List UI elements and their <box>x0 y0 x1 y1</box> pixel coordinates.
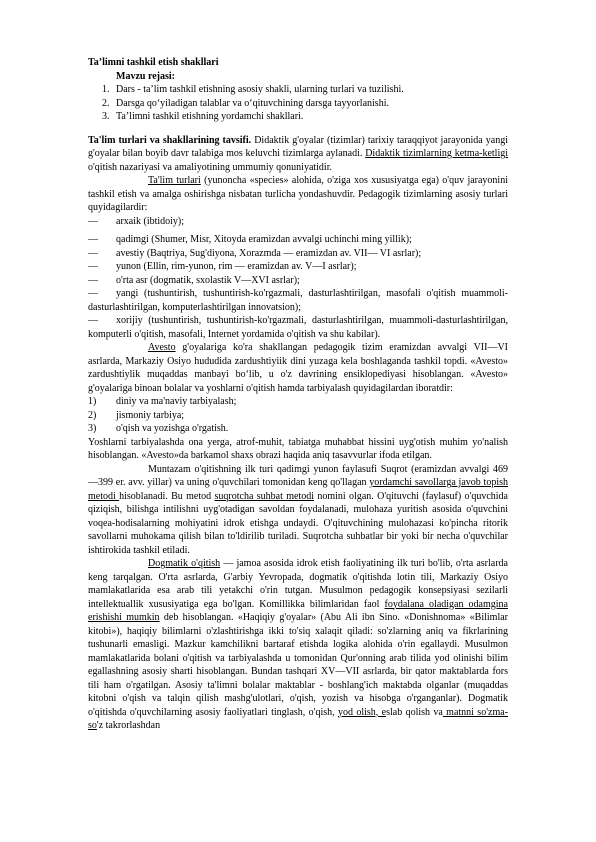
list-item: 1. Dars - ta’lim tashkil etishning asosiy shakli, ularning turlari va tuzilishi. <box>102 84 404 95</box>
paragraph-types-description: Ta'lim turlari va shakllarining tavsifi. Didaktik g'oyalar (tizimlar) tarixiy taraqqiyot jarayonida yangi g'oyalar bilan boyib davr talabiga mos keluvchi tizimlarga aylanadi. Didaktik tizimlarning ketma-ketligi o'qitish nazariyasi va amaliyotining ummumiy qonuniyatidir. <box>88 134 509 173</box>
paragraph-types-definition: Ta'lim turlari (yunoncha «species» alohida, o'ziga xos xususiyatga ega) o'quv jarayonini tashkil etish va amalga oshirishga nisbatan turlicha yondashuvdir. Pedagogik tizimlarning asosiy turlari quyidagilardir: <box>88 175 508 213</box>
list-item: 2. Darsga qo‘yiladigan talablar va o‘qituvchining darsga tayyorlanishi. <box>102 97 389 109</box>
list-item: 1) diniy va ma'naviy tarbiyalash; <box>88 396 237 407</box>
list-item: 3) o'qish va yozishga o'rgatish. <box>88 423 229 434</box>
list-item: — avestiy (Baqtriya, Sug'diyona, Xorazmda — eramizdan av. VII— VI asrlar); <box>88 247 422 259</box>
plan-list <box>88 83 508 124</box>
paragraph-youth-upbringing: Yoshlarni tarbiyalashda ona yerga, atrof-muhit, tabiatga muhabbat hissini uyg'otish muhim yo'nalish hisoblangan. «Avesto»da barkamol shaxs obrazi haqida aniq tasavvurlar ifoda etilgan. <box>88 436 508 461</box>
types-list <box>88 215 508 342</box>
document-page <box>88 56 508 733</box>
list-item: — yunon (Ellin, rim-yunon, rim — eramizdan av. V—I asrlar); <box>88 261 357 272</box>
page-title: Ta’limni tashkil etish shakllari <box>88 57 219 68</box>
list-item: — arxaik (ibtidoiy); <box>88 215 185 227</box>
paragraph-socratic-method: Muntazam o'qitishning ilk turi qadimgi yunon faylasufi Suqrot (eramizdan avvalgi 469 —399 er. avv. yillar) va uning o'quvchilari tomonidan keng qo'llagan yordamchi savollarga javob topish metodi hisoblanadi. Bu metod suqrotcha suhbat metodi nomini olgan. O'qituvchi (faylasuf) o'quvchida qiziqish, bilishga intilishni uyg'otadigan savoldan foydalanadi, mulohaza yuritish asosida o'quvchini voqea-hodisalarning mohiyatini idrok etishga undaydi. O'qituvchining mulohazasi ko'pincha ritorik savollarni muhokama qilish bilan to'ldirilib turiladi. Suqrotcha suhbatlar bir yoki bir necha o'quvchilar ishtirokida tashkil etiladi. <box>88 463 508 556</box>
list-item: 2) jismoniy tarbiya; <box>88 409 185 421</box>
paragraph-dogmatic-teaching: Dogmatik o'qitish — jamoa asosida idrok etish faoliyatining ilk turi bo'lib, o'rta asrlarda keng tarqalgan. O'rta asrlarda, G'arbiy Yevropada, dogmatik o'qitishda lotin tili, Markaziy Osiyo mamlakatlarida esa arab tili yetakchi o'rin tutgan. Musulmon pedagogik konsepsiyasi sezilarli intellektuallik xususiyatiga ega bo'lgan. Komillikka bilimlaridan faol foydalana oladigan odamgina erishishi mumkin deb hisoblangan. «Haqiqiy g'oyalar» (Abu Ali ibn Sino. «Donishnoma» «Bilimlar kitobi»), haqiqiy bilimlarni o'zlashtirishga ikki to'siq xalaqit qiladi: so'zlarning aniq va fikrlarining tushunarli emasligi. Mazkur kamchilikni bartaraf etishda logika alohida o'rin egallaydi. Musulmon mamlakatlarida bolani o'qitish va tarbiyalashda u tomonidan Qur'onning arab tilida yod olinishi bilim egallashning asosiy sharti hisoblangan. Bundan tashqari XV—VII asrlarda, bir qator maktablarda fors tili ham o'rgatilgan. Asosiy ta'limni bolalar maktablar - boshlang'ich maktabda olganlar (muqaddas kitobni o'qish va talqin qilish mashg'ulotlari, o'qish, yozish va hisobga o'rganganlar). Dogmatik o'qitishda o'quvchilarning asosiy faoliyatlari tinglash, o'qish, yod olish, eslab qolish va matnni so'zma-so'z takrorlashdan <box>88 558 508 731</box>
list-item: — xorijiy (tushuntirish, tushuntirish-ko'rgazmali, dasturlashtirilgan, muammoli-dasturlashtirilgan, komputerli o'qitish, masofali, Internet yordamida o'qitish va shu kabilar). <box>88 315 508 340</box>
paragraph-avesto: Avesto g'oyalariga ko'ra shakllangan pedagogik tizim eramizdan avvalgi VII—VI asrlarda, Markaziy Osiyo hududida zardushtiyiik dini yuzaga kela boshlaganda tashkil topdi. «Avesto» zardushtiylik muqaddas manbayi bo‘lib, u o'z davrining ensiklopediyasi hisoblangan. «Avesto» g'oyalariga binoan bolalar va yoshlarni o'qitish hamda tarbiyalash quyidagilardan iboratdir: <box>88 342 508 394</box>
list-item: — yangi (tushuntirish, tushuntirish-ko'rgazmali, dasturlashtirilgan, masofali o'qitish muammoli-dasturlashtirilgan, komputerlashtirilgan innovatsion); <box>88 288 508 313</box>
plan-subheading: Mavzu rejasi: <box>116 70 175 82</box>
list-item: — o'rta asr (dogmatik, sxolastik V—XVI asrlar); <box>88 274 300 286</box>
list-item: — qadimgi (Shumer, Misr, Xitoyda eramizdan avvalgi uchinchi ming yillik); <box>88 234 412 245</box>
list-item: 3. Ta’limni tashkil etishning yordamchi shakllari. <box>102 111 304 122</box>
goals-list <box>88 395 508 436</box>
